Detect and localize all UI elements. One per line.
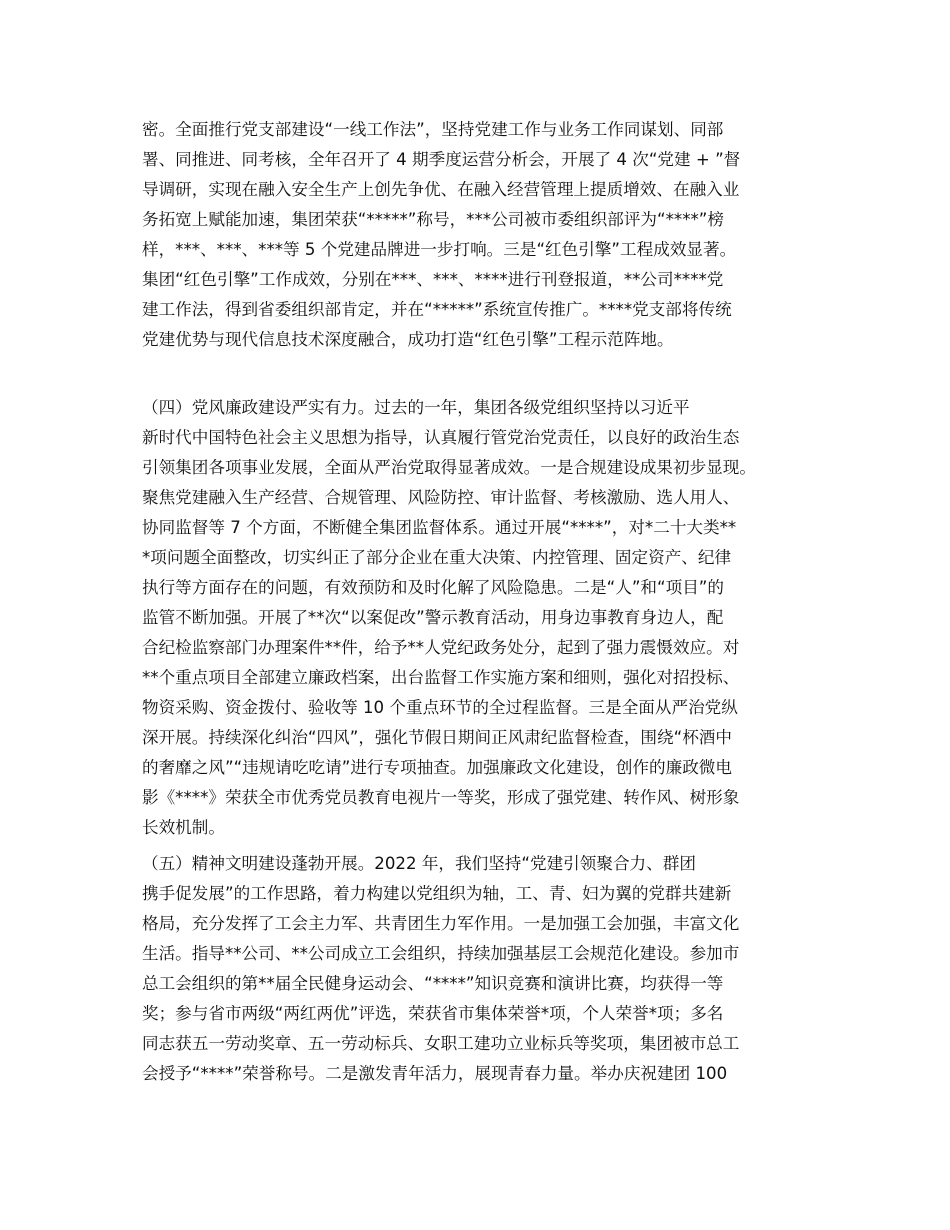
text-line: 的奢靡之风”“违规请吃吃请”进行专项抽查。加强廉政文化建设，创作的廉政微电 bbox=[142, 758, 732, 777]
text-line: 执行等方面存在的问题，有效预防和及时化解了风险隐患。二是“人”和“项目”的 bbox=[142, 578, 724, 597]
text-line: 建工作法，得到省委组织部肯定，并在“*****”系统宣传推广。****党支部将传统 bbox=[142, 300, 732, 319]
text-line: 样，***、***、***等 5 个党建品牌进一步打响。三是“红色引擎”工程成效显著。 bbox=[142, 240, 737, 259]
text-line: 新时代中国特色社会主义思想为指导，认真履行管党治党责任，以良好的政治生态 bbox=[142, 428, 740, 447]
text-line: 物资采购、资金拨付、验收等 10 个重点环节的全过程监督。三是全面从严治党纵 bbox=[142, 698, 738, 717]
text-line: 总工会组织的第**届全民健身运动会、“****”知识竞赛和演讲比赛，均获得一等 bbox=[142, 974, 724, 993]
text-line: 长效机制。 bbox=[142, 818, 225, 837]
text-line: 聚焦党建融入生产经营、合规管理、风险防控、审计监督、考核激励、选人用人、 bbox=[142, 488, 740, 507]
text-line: 导调研，实现在融入安全生产上创先争优、在融入经营管理上提质增效、在融入业 bbox=[142, 180, 740, 199]
text-line: **个重点项目全部建立廉政档案，出台监督工作实施方案和细则，强化对招投标、 bbox=[142, 668, 740, 687]
text-line: 密。全面推行党支部建设“一线工作法”，坚持党建工作与业务工作同谋划、同部 bbox=[142, 120, 724, 139]
text-line: 同志获五一劳动奖章、五一劳动标兵、女职工建功立业标兵等奖项，集团被市总工 bbox=[142, 1034, 740, 1053]
text-line: 会授予“****”荣誉称号。二是激发青年活力，展现青春力量。举办庆祝建团 100 bbox=[142, 1064, 728, 1083]
text-line: 影《****》荣获全市优秀党员教育电视片一等奖，形成了强党建、转作风、树形象 bbox=[142, 788, 740, 807]
text-line: 生活。指导**公司、**公司成立工会组织，持续加强基层工会规范化建设。参加市 bbox=[142, 944, 740, 963]
text-line: （四）党风廉政建设严实有力。过去的一年，集团各级党组织坚持以习近平 bbox=[142, 398, 690, 417]
text-line: 格局，充分发挥了工会主力军、共青团生力军作用。一是加强工会加强，丰富文化 bbox=[142, 914, 740, 933]
paragraph-spiritual-civilization bbox=[142, 849, 822, 1089]
text-line: 署、同推进、同考核，全年召开了 4 期季度运营分析会，开展了 4 次“党建 + ”督 bbox=[142, 150, 741, 169]
text-line: 深开展。持续深化纠治“四风”，强化节假日期间正风肃纪监督检查，围绕“杯酒中 bbox=[142, 728, 732, 747]
text-line: 协同监督等 7 个方面，不断健全集团监督体系。通过开展“****”，对*二十大类** bbox=[142, 518, 737, 537]
paragraph-integrity-building bbox=[142, 393, 822, 843]
text-line: 集团“红色引擎”工作成效，分别在***、***、****进行刊登报道，**公司****党 bbox=[142, 270, 724, 289]
text-line: 携手促发展”的工作思路，着力构建以党组织为轴，工、青、妇为翼的党群共建新 bbox=[142, 884, 732, 903]
text-line: 务拓宽上赋能加速，集团荣获“*****”称号，***公司被市委组织部评为“****”榜 bbox=[142, 210, 724, 229]
text-line: 党建优势与现代信息技术深度融合，成功打造“红色引擎”工程示范阵地。 bbox=[142, 330, 674, 349]
text-line: 奖；参与省市两级“两红两优”评选，荣获省市集体荣誉*项，个人荣誉*项；多名 bbox=[142, 1004, 724, 1023]
text-line: 引领集团各项事业发展，全面从严治党取得显著成效。一是合规建设成果初步显现。 bbox=[142, 458, 756, 477]
text-line: 监管不断加强。开展了**次“以案促改”警示教育活动，用身边事教育身边人，配 bbox=[142, 608, 724, 627]
text-line: *项问题全面整改，切实纠正了部分企业在重大决策、内控管理、固定资产、纪律 bbox=[142, 548, 732, 567]
paragraph-party-branch bbox=[142, 115, 822, 355]
text-line: 合纪检监察部门办理案件**件，给予**人党纪政务处分，起到了强力震慑效应。对 bbox=[142, 638, 740, 657]
text-line: （五）精神文明建设蓬勃开展。2022 年，我们坚持“党建引领聚合力、群团 bbox=[142, 854, 696, 873]
